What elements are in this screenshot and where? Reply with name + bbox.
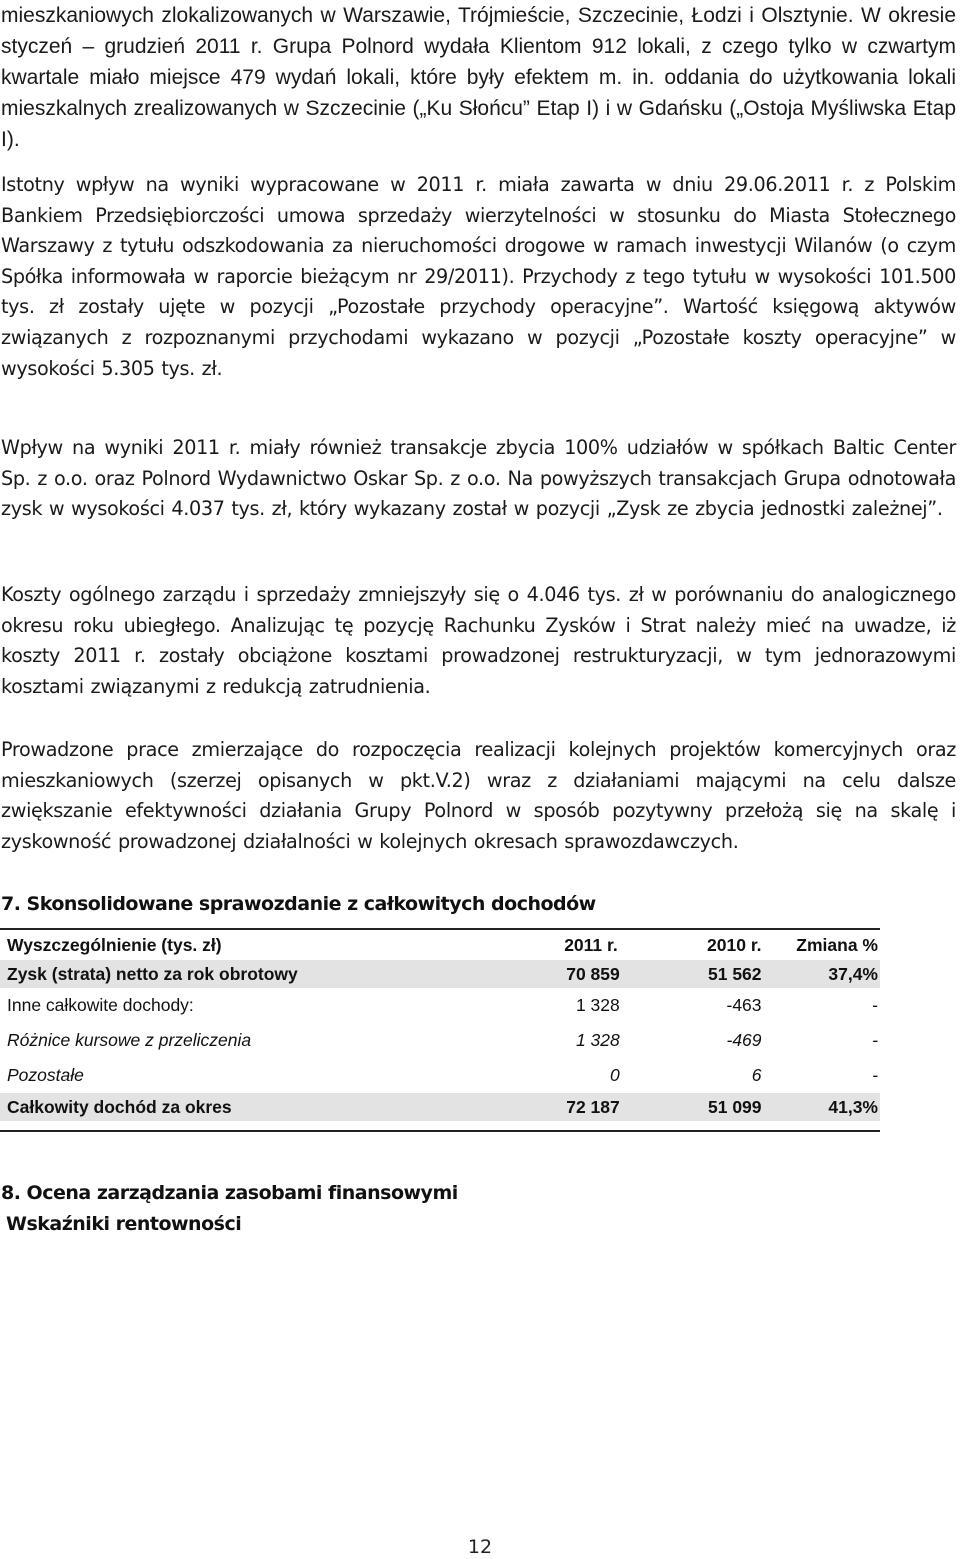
comprehensive-income-table (0, 930, 880, 1121)
row-value-2010: 51 562 (622, 960, 764, 988)
paragraph-receivables-sale: Istotny wpływ na wyniki wypracowane w 2011 r. miała zawarta w dniu 29.06.2011 r. z Polskim Bankiem Przedsiębiorczości umowa sprzedaży wierzytelności w stosunku do Miasta Stołecznego Warszawy z tytułu odszkodowania za nieruchomości drogowe w ramach inwestycji Wilanów (o czym Spółka informowała w raporcie bieżącym nr 29/2011). Przychody z tego tytułu w wysokości 101.500 tys. zł zostały ujęte w pozycji „Pozostałe przychody operacyjne”. Wartość księgową aktywów związanych z rozpoznanymi przychodami wykazano w pozycji „Pozostałe koszty operacyjne” w wysokości 5.305 tys. zł. (1, 173, 956, 380)
paragraph-admin-costs: Koszty ogólnego zarządu i sprzedaży zmniejszyły się o 4.046 tys. zł w porównaniu do analogicznego okresu roku ubiegłego. Analizując tę pozycję Rachunku Zysków i Strat należy mieć na uwadze, iż koszty 2011 r. zostały obciążone kosztami prowadzonej restrukturyzacji, w tym jednorazowymi kosztami związanymi z redukcją zatrudnienia. (1, 583, 956, 698)
row-value-2011: 72 187 (545, 1093, 622, 1121)
row-label: Całkowity dochód za okres (0, 1093, 545, 1121)
section-heading-comprehensive-income: 7. Skonsolidowane sprawozdanie z całkowitych dochodów (1, 893, 596, 915)
row-change: 41,3% (764, 1093, 880, 1121)
header-2010: 2010 r. (707, 934, 762, 955)
header-2011: 2011 r. (564, 934, 618, 955)
row-label: Pozostałe (7, 1065, 84, 1085)
paragraph-subsidiary-disposal: Wpływ na wyniki 2011 r. miały również transakcje zbycia 100% udziałów w spółkach Baltic Center Sp. z o.o. oraz Polnord Wydawnictwo Oskar Sp. z o.o. Na powyższych transakcjach Grupa odnotowała zysk w wysokości 4.037 tys. zł, który wykazany został w pozycji „Zysk ze zbycia jednostki zależnej”. (1, 436, 956, 521)
row-value-2011: 1 328 (575, 995, 620, 1015)
row-change: - (872, 995, 878, 1015)
table-row-total-income (0, 1093, 880, 1121)
table-header-row (0, 930, 880, 960)
header-change: Zmiana % (796, 934, 878, 955)
paragraph-future-projects: Prowadzone prace zmierzające do rozpoczęcia realizacji kolejnych projektów komercyjnych oraz mieszkaniowych (szerzej opisanych w pkt.V.2) wraz z działaniami mającymi na celu dalsze zwiększanie efektywności działania Grupy Polnord w sposób pozytywny przełożą się na skalę i zyskowność prowadzonej działalności w kolejnych okresach sprawozdawczych. (1, 738, 956, 853)
row-label: Różnice kursowe z przeliczenia (7, 1030, 252, 1050)
row-value-2010: 6 (751, 1065, 762, 1085)
page-number: 12 (467, 1536, 493, 1558)
row-value-2011: 1 328 (575, 1030, 620, 1050)
section-heading-financial-management: 8. Ocena zarządzania zasobami finansowymi (1, 1182, 458, 1204)
row-value-2010: -463 (726, 995, 762, 1015)
row-value-2011: 0 (610, 1065, 620, 1085)
row-value-2011: 70 859 (545, 960, 622, 988)
row-value-2010: -469 (726, 1030, 762, 1050)
header-description: Wyszczególnienie (tys. zł) (7, 934, 222, 955)
row-change: 37,4% (764, 960, 880, 988)
row-value-2010: 51 099 (622, 1093, 764, 1121)
row-label: Inne całkowite dochody: (7, 995, 194, 1015)
table-row-other-income (0, 988, 880, 1023)
row-label: Zysk (strata) netto za rok obrotowy (0, 960, 545, 988)
paragraph-sales-summary: mieszkaniowych zlokalizowanych w Warszawie, Trójmieście, Szczecinie, Łodzi i Olsztynie. W okresie styczeń – grudzień 2011 r. Grupa Polnord wydała Klientom 912 lokali, z czego tylko w czwartym kwartale miało miejsce 479 wydań lokali, które były efektem m. in. oddania do użytkowania lokali mieszkalnych zrealizowanych w Szczecinie („Ku Słońcu” Etap I) i w Gdańsku („Ostoja Myśliwska Etap I). (1, 4, 956, 151)
table-bottom-rule (0, 1130, 880, 1132)
table-row-other (0, 1058, 880, 1093)
table-row-fx-differences (0, 1023, 880, 1058)
row-change: - (872, 1065, 878, 1085)
row-change: - (872, 1030, 878, 1050)
subheading-profitability-ratios: Wskaźniki rentowności (6, 1213, 242, 1235)
table-row-net-profit (0, 960, 880, 988)
